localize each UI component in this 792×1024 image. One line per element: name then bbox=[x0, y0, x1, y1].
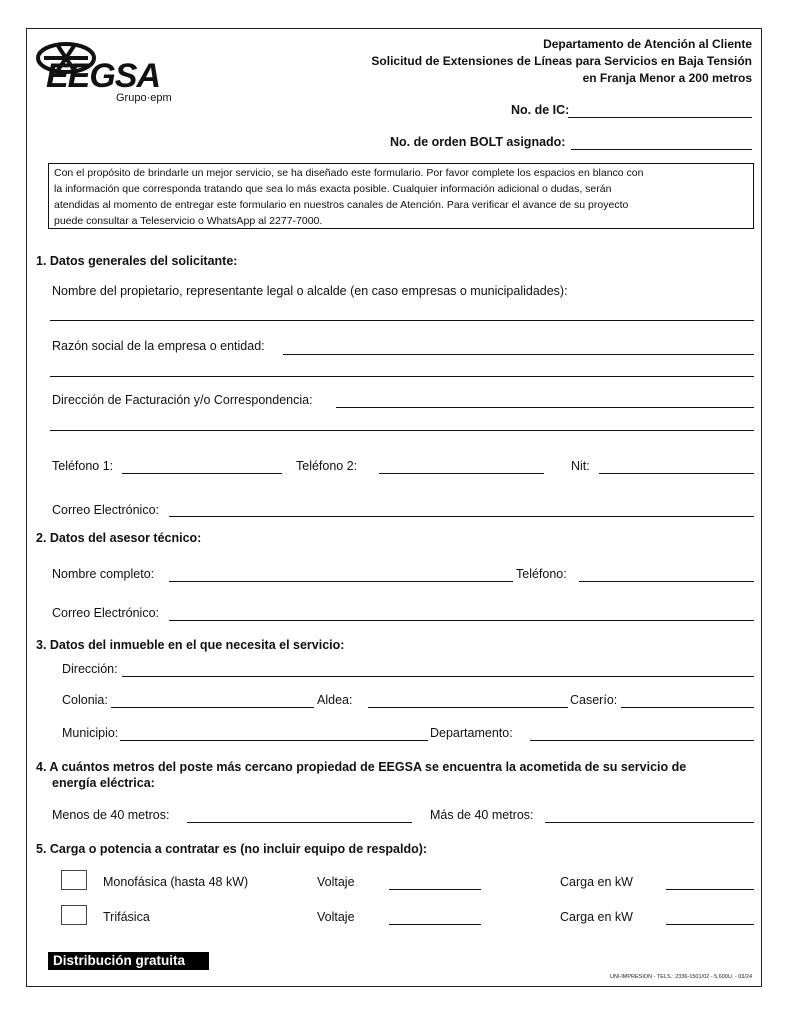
caserio-label: Caserío: bbox=[570, 693, 618, 707]
eegsa-logo bbox=[36, 40, 186, 106]
billing-address-label: Dirección de Facturación y/o Correspondencia: bbox=[52, 393, 313, 407]
trifasica-label: Trifásica bbox=[103, 910, 150, 924]
phone1-field[interactable] bbox=[122, 473, 282, 474]
section-3-title: 3. Datos del inmueble en el que necesita el servicio: bbox=[36, 638, 345, 652]
aldea-label: Aldea: bbox=[317, 693, 353, 707]
advisor-email-label: Correo Electrónico: bbox=[52, 606, 159, 620]
phone1-label: Teléfono 1: bbox=[52, 459, 114, 473]
section-4-title-cont: energía eléctrica: bbox=[52, 776, 155, 790]
header-department: Departamento de Atención al Cliente bbox=[543, 37, 752, 51]
bolt-label: No. de orden BOLT asignado: bbox=[390, 135, 566, 149]
colonia-field[interactable] bbox=[111, 707, 314, 708]
more-40m-field[interactable] bbox=[545, 822, 754, 823]
intro-line: atendidas al momento de entregar este formulario en nuestros canales de Atención. Para verificar el avance de su proyecto bbox=[54, 199, 629, 211]
owner-label: Nombre del propietario, representante legal o alcalde (en caso empresas o municipalidades): bbox=[52, 284, 568, 298]
section-2-title: 2. Datos del asesor técnico: bbox=[36, 531, 202, 545]
property-address-field[interactable] bbox=[122, 676, 754, 677]
tri-voltage-label: Voltaje bbox=[317, 910, 355, 924]
departamento-label: Departamento: bbox=[430, 726, 513, 740]
nit-field[interactable] bbox=[599, 473, 754, 474]
intro-line: la información que corresponda tratando que sea lo más exacta posible. Cualquier información adicional o dudas, serán bbox=[54, 183, 612, 195]
more-40m-label: Más de 40 metros: bbox=[430, 808, 534, 822]
billing-address-field[interactable] bbox=[336, 407, 754, 408]
intro-line: puede consultar a Teleservicio o WhatsApp al 2277-7000. bbox=[54, 215, 323, 227]
colonia-label: Colonia: bbox=[62, 693, 108, 707]
mono-voltage-label: Voltaje bbox=[317, 875, 355, 889]
free-distribution-badge: Distribución gratuita bbox=[48, 952, 209, 970]
bolt-field[interactable] bbox=[571, 149, 752, 150]
property-address-label: Dirección: bbox=[62, 662, 118, 676]
tri-voltage-field[interactable] bbox=[389, 924, 481, 925]
phone2-label: Teléfono 2: bbox=[296, 459, 358, 473]
mono-load-field[interactable] bbox=[666, 889, 754, 890]
eegsa-logo-icon bbox=[36, 40, 186, 90]
section-4-title: 4. A cuántos metros del poste más cercano propiedad de EEGSA se encuentra la acometida de su servicio de bbox=[36, 760, 687, 774]
monofasica-label: Monofásica (hasta 48 kW) bbox=[103, 875, 249, 889]
razon-social-field[interactable] bbox=[283, 354, 754, 355]
razon-social-label: Razón social de la empresa o entidad: bbox=[52, 339, 265, 353]
caserio-field[interactable] bbox=[621, 707, 754, 708]
advisor-phone-label: Teléfono: bbox=[516, 567, 567, 581]
logo-group-text: Grupo·epm bbox=[116, 92, 172, 104]
email-label: Correo Electrónico: bbox=[52, 503, 159, 517]
less-40m-field[interactable] bbox=[187, 822, 412, 823]
logo-brand-text: EEGSA bbox=[46, 57, 161, 90]
monofasica-checkbox[interactable] bbox=[61, 870, 87, 890]
tri-load-label: Carga en kW bbox=[560, 910, 633, 924]
phone2-field[interactable] bbox=[379, 473, 544, 474]
intro-box bbox=[48, 163, 754, 229]
departamento-field[interactable] bbox=[530, 740, 754, 741]
razon-social-field-2[interactable] bbox=[50, 376, 754, 377]
advisor-phone-field[interactable] bbox=[579, 581, 754, 582]
mono-voltage-field[interactable] bbox=[389, 889, 481, 890]
header-form-title: Solicitud de Extensiones de Líneas para Servicios en Baja Tensión bbox=[371, 54, 752, 68]
trifasica-checkbox[interactable] bbox=[61, 905, 87, 925]
advisor-name-field[interactable] bbox=[169, 581, 513, 582]
mono-load-label: Carga en kW bbox=[560, 875, 633, 889]
ic-field[interactable] bbox=[568, 117, 752, 118]
advisor-email-field[interactable] bbox=[169, 620, 754, 621]
intro-line: Con el propósito de brindarle un mejor servicio, se ha diseñado este formulario. Por favor complete los espacios en blanco con bbox=[54, 167, 644, 179]
header-form-subtitle: en Franja Menor a 200 metros bbox=[582, 71, 752, 85]
municipio-field[interactable] bbox=[120, 740, 428, 741]
email-field[interactable] bbox=[169, 516, 754, 517]
less-40m-label: Menos de 40 metros: bbox=[52, 808, 170, 822]
nit-label: Nit: bbox=[571, 459, 590, 473]
aldea-field[interactable] bbox=[368, 707, 568, 708]
municipio-label: Municipio: bbox=[62, 726, 119, 740]
ic-label: No. de IC: bbox=[511, 103, 570, 117]
tri-load-field[interactable] bbox=[666, 924, 754, 925]
section-1-title: 1. Datos generales del solicitante: bbox=[36, 254, 238, 268]
billing-address-field-2[interactable] bbox=[50, 430, 754, 431]
section-5-title: 5. Carga o potencia a contratar es (no incluir equipo de respaldo): bbox=[36, 842, 428, 856]
advisor-name-label: Nombre completo: bbox=[52, 567, 155, 581]
header-title bbox=[371, 36, 752, 87]
print-info: UNI-IMPRESION - TELS.: 2336-1501/02 - 5,600U. - 03/24 bbox=[609, 974, 752, 980]
owner-field[interactable] bbox=[50, 320, 754, 321]
